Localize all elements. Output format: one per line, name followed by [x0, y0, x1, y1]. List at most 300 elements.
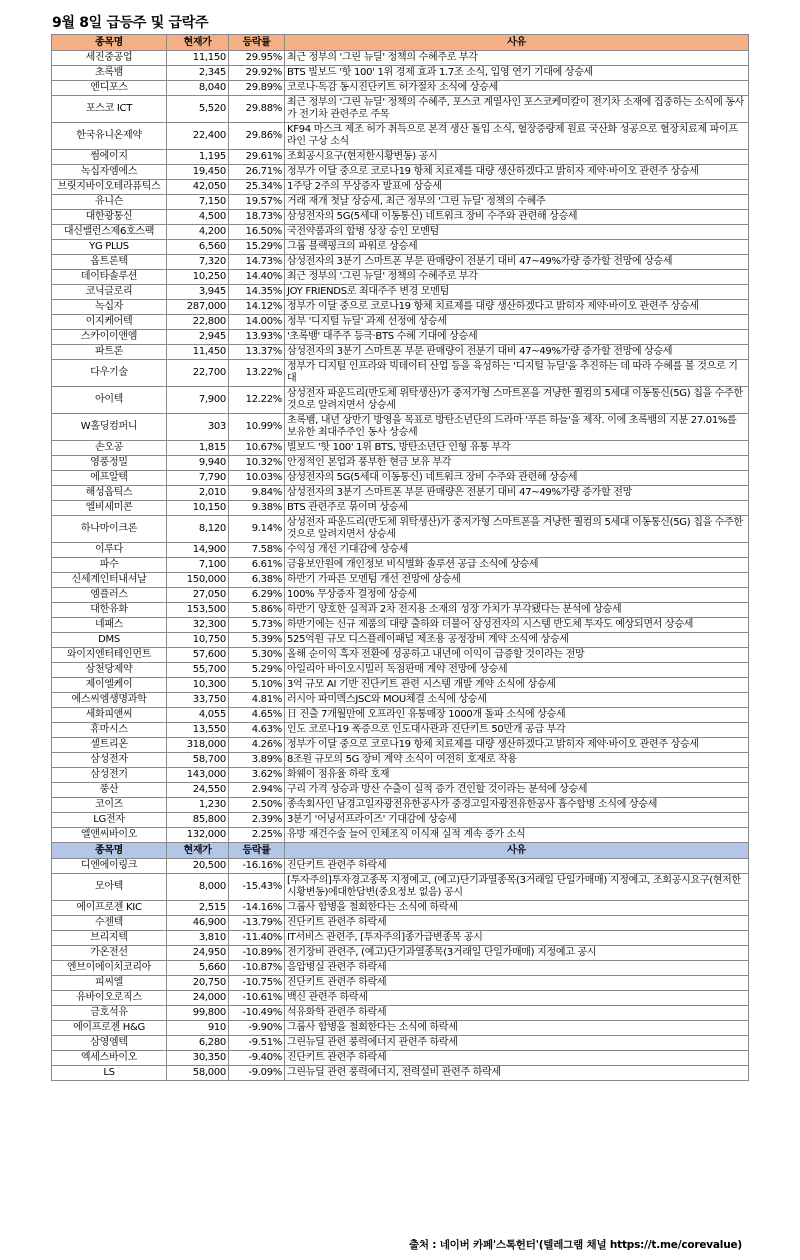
current-price-cell: 85,800 — [167, 813, 229, 828]
reason-cell: IT서비스 관련주, [투자주의]종가급변종목 공시 — [285, 931, 749, 946]
stock-name-cell: 디엔에이링크 — [52, 859, 167, 874]
current-price-cell: 287,000 — [167, 300, 229, 315]
reason-cell: 정부가 이달 중으로 코로나19 항체 치료제를 대량 생산하겠다고 밝히자 제약·바이오 관련주 상승세 — [285, 738, 749, 753]
reason-cell: 진단키트 관련주 하락세 — [285, 1051, 749, 1066]
table-row — [52, 783, 749, 798]
reason-cell: 정부가 이달 중으로 코로나19 항체 치료제를 대량 생산하겠다고 밝히자 제약·바이오 관련주 상승세 — [285, 165, 749, 180]
reason-cell: 진단키트 관련주 하락세 — [285, 859, 749, 874]
stock-name-cell: 코닉글로리 — [52, 285, 167, 300]
current-price-cell: 22,400 — [167, 123, 229, 150]
table-row — [52, 603, 749, 618]
change-rate-cell: 6.29% — [229, 588, 285, 603]
reason-cell: 정부가 디지털 인프라와 빅데이터 산업 등을 육성하는 '디지털 뉴딜'을 추진하는 데 따라 수혜를 볼 것으로 기대 — [285, 360, 749, 387]
current-price-cell: 9,940 — [167, 456, 229, 471]
reason-cell: 러시아 파미멕스JSC와 MOU체결 소식에 상승세 — [285, 693, 749, 708]
reason-cell: 화웨이 점유율 하락 호재 — [285, 768, 749, 783]
stock-name-cell: 손오공 — [52, 441, 167, 456]
current-price-cell: 7,900 — [167, 387, 229, 414]
stock-name-cell: 엠플러스 — [52, 588, 167, 603]
table-row — [52, 961, 749, 976]
reason-cell: 그룹 블랙핑크의 파워로 상승세 — [285, 240, 749, 255]
change-rate-cell: 6.38% — [229, 573, 285, 588]
change-rate-cell: -13.79% — [229, 916, 285, 931]
reason-cell: BTS 관련주로 묶이며 상승세 — [285, 501, 749, 516]
stock-name-cell: 엑세스바이오 — [52, 1051, 167, 1066]
stock-name-cell: 하나마이크론 — [52, 516, 167, 543]
stock-name-cell: 세진중공업 — [52, 51, 167, 66]
reason-cell: 삼성전자 파운드리(반도체 위탁생산)가 중저가형 스마트폰을 겨냥한 퀄컴의 5세대 이동통신(5G) 칩을 수주한 것으로 알려지면서 상승세 — [285, 516, 749, 543]
table-row — [52, 180, 749, 195]
reason-cell: 삼성전자의 3분기 스마트폰 부문 판매량이 전분기 대비 47~49%가량 증가할 전망에 상승세 — [285, 345, 749, 360]
stock-name-cell: 한국유니온제약 — [52, 123, 167, 150]
current-price-cell: 14,900 — [167, 543, 229, 558]
change-rate-cell: 2.50% — [229, 798, 285, 813]
stock-name-cell: 삼천당제약 — [52, 663, 167, 678]
current-price-cell: 46,900 — [167, 916, 229, 931]
table-row — [52, 210, 749, 225]
stock-name-cell: 옵트론텍 — [52, 255, 167, 270]
change-rate-cell: 29.61% — [229, 150, 285, 165]
stock-name-cell: 수젠텍 — [52, 916, 167, 931]
table-row — [52, 618, 749, 633]
current-price-cell: 4,055 — [167, 708, 229, 723]
reason-cell: 525억원 규모 디스플레이패널 제조용 공정장비 계약 소식에 상승세 — [285, 633, 749, 648]
change-rate-cell: -9.51% — [229, 1036, 285, 1051]
stock-name-cell: DMS — [52, 633, 167, 648]
change-rate-cell: 10.32% — [229, 456, 285, 471]
current-price-cell: 33,750 — [167, 693, 229, 708]
reason-cell: BTS 빌보드 '핫 100' 1위 경제 효과 1.7조 소식, 입영 연기 기대에 상승세 — [285, 66, 749, 81]
reason-cell: 빌보드 '핫 100' 1위 BTS, 방탄소년단 인형 유통 부각 — [285, 441, 749, 456]
current-price-cell: 57,600 — [167, 648, 229, 663]
table-row — [52, 828, 749, 843]
table-row — [52, 66, 749, 81]
table-row — [52, 543, 749, 558]
table-row — [52, 901, 749, 916]
change-rate-cell: 29.92% — [229, 66, 285, 81]
reason-cell: '초록뱀' 대주주 등극·BTS 수혜 기대에 상승세 — [285, 330, 749, 345]
current-price-cell: 11,150 — [167, 51, 229, 66]
current-price-cell: 58,000 — [167, 1066, 229, 1081]
current-price-cell: 22,700 — [167, 360, 229, 387]
reason-cell: 구리 가격 상승과 방산 수출이 실적 증가 견인할 것이라는 분석에 상승세 — [285, 783, 749, 798]
stock-name-cell: 제이엘케이 — [52, 678, 167, 693]
change-rate-cell: 14.40% — [229, 270, 285, 285]
table-row — [52, 946, 749, 961]
table-row — [52, 931, 749, 946]
stock-name-cell: 신세계인터내셔날 — [52, 573, 167, 588]
reason-cell: 진단키트 관련주 하락세 — [285, 916, 749, 931]
stock-name-cell: 피씨엘 — [52, 976, 167, 991]
table-row — [52, 225, 749, 240]
stock-name-cell: 파수 — [52, 558, 167, 573]
current-price-cell: 10,300 — [167, 678, 229, 693]
reason-cell: 최근 정부의 '그린 뉴딜' 정책의 수혜주, 포스코 계열사인 포스코케미칼이 전기차 소재에 집중하는 소식에 동사가 전기차 관련주로 주목 — [285, 96, 749, 123]
change-rate-cell: 3.89% — [229, 753, 285, 768]
table-row — [52, 633, 749, 648]
stock-name-cell: 엔디포스 — [52, 81, 167, 96]
table-row — [52, 738, 749, 753]
reason-cell: 그룹사 합병을 철회한다는 소식에 하락세 — [285, 901, 749, 916]
reason-cell: 유방 재건수술 늘어 인체조직 이식재 실적 계속 증가 소식 — [285, 828, 749, 843]
stock-name-cell: 삼성전자 — [52, 753, 167, 768]
current-price-cell: 11,450 — [167, 345, 229, 360]
current-price-cell: 42,050 — [167, 180, 229, 195]
stock-name-cell: LS — [52, 1066, 167, 1081]
table-row — [52, 588, 749, 603]
table-row — [52, 51, 749, 66]
table-row — [52, 991, 749, 1006]
change-rate-cell: 9.14% — [229, 516, 285, 543]
change-rate-cell: 4.81% — [229, 693, 285, 708]
current-price-cell: 2,345 — [167, 66, 229, 81]
stock-name-cell: 브릿지바이오테라퓨틱스 — [52, 180, 167, 195]
change-rate-cell: -9.90% — [229, 1021, 285, 1036]
stock-name-cell: 에프알텍 — [52, 471, 167, 486]
table-row — [52, 360, 749, 387]
rising-stocks-section — [52, 35, 749, 843]
table-row — [52, 150, 749, 165]
stock-name-cell: 초록뱀 — [52, 66, 167, 81]
reason-cell: JOY FRIENDS로 최대주주 변경 모멘텀 — [285, 285, 749, 300]
table-row — [52, 441, 749, 456]
change-rate-cell: 2.39% — [229, 813, 285, 828]
table-row — [52, 285, 749, 300]
stock-name-cell: 삼영엠텍 — [52, 1036, 167, 1051]
current-price-cell: 150,000 — [167, 573, 229, 588]
table-row — [52, 1006, 749, 1021]
reason-cell: 아일리아 바이오시밀러 독점판매 계약 전망에 상승세 — [285, 663, 749, 678]
reason-cell: 하반기 가파른 모멘텀 개선 전망에 상승세 — [285, 573, 749, 588]
change-rate-cell: 29.88% — [229, 96, 285, 123]
change-rate-cell: 4.26% — [229, 738, 285, 753]
stock-name-cell: 다우기술 — [52, 360, 167, 387]
current-price-cell: 7,320 — [167, 255, 229, 270]
table-row — [52, 300, 749, 315]
table-row — [52, 240, 749, 255]
current-price-cell: 20,500 — [167, 859, 229, 874]
stock-name-cell: 풍산 — [52, 783, 167, 798]
stock-name-cell: 대한유화 — [52, 603, 167, 618]
table-row — [52, 753, 749, 768]
stock-name-cell: 유바이오로직스 — [52, 991, 167, 1006]
table-row — [52, 195, 749, 210]
stock-name-cell: 네패스 — [52, 618, 167, 633]
table-row — [52, 387, 749, 414]
stock-name-cell: 대한광통신 — [52, 210, 167, 225]
current-price-cell: 5,660 — [167, 961, 229, 976]
table-row — [52, 330, 749, 345]
change-rate-cell: 19.57% — [229, 195, 285, 210]
current-price-cell: 1,195 — [167, 150, 229, 165]
reason-cell: 삼성전자의 3분기 스마트폰 부문 판매량이 전분기 대비 47~49%가량 증가할 전망에 상승세 — [285, 255, 749, 270]
stock-name-cell: 모아텍 — [52, 874, 167, 901]
reason-cell: 그린뉴딜 관련 풍력에너지, 전력설비 관련주 하락세 — [285, 1066, 749, 1081]
current-price-cell: 19,450 — [167, 165, 229, 180]
current-price-cell: 303 — [167, 414, 229, 441]
change-rate-cell: 7.58% — [229, 543, 285, 558]
reason-cell: 조회공시요구(현저한시황변동) 공시 — [285, 150, 749, 165]
current-price-cell: 24,950 — [167, 946, 229, 961]
change-rate-cell: 4.65% — [229, 708, 285, 723]
reason-cell: 8조원 규모의 5G 장비 계약 소식이 여전히 호재로 작용 — [285, 753, 749, 768]
current-price-cell: 153,500 — [167, 603, 229, 618]
current-price-cell: 10,150 — [167, 501, 229, 516]
change-rate-cell: -10.87% — [229, 961, 285, 976]
change-rate-cell: -10.75% — [229, 976, 285, 991]
stock-name-cell: 해성옵틱스 — [52, 486, 167, 501]
current-price-cell: 318,000 — [167, 738, 229, 753]
change-rate-cell: 18.73% — [229, 210, 285, 225]
stock-name-cell: 에이프로젠 KIC — [52, 901, 167, 916]
change-rate-cell: 2.94% — [229, 783, 285, 798]
change-rate-cell: -16.16% — [229, 859, 285, 874]
current-price-cell: 22,800 — [167, 315, 229, 330]
current-price-cell: 58,700 — [167, 753, 229, 768]
reason-cell: [투자주의]투자경고종목 지정예고, (예고)단기과열종목(3거래일 단일가매매) 지정예고, 조회공시요구(현저한시황변동)에대한답변(중요정보 없음) 공시 — [285, 874, 749, 901]
change-rate-cell: 2.25% — [229, 828, 285, 843]
current-price-cell: 8,120 — [167, 516, 229, 543]
table-row — [52, 501, 749, 516]
reason-cell: 백신 관련주 하락세 — [285, 991, 749, 1006]
stock-name-cell: 에스씨엠생명과학 — [52, 693, 167, 708]
table-row — [52, 270, 749, 285]
change-rate-cell: 9.38% — [229, 501, 285, 516]
table-row — [52, 976, 749, 991]
change-rate-cell: -9.40% — [229, 1051, 285, 1066]
stock-name-cell: 코이즈 — [52, 798, 167, 813]
current-price-cell: 1,230 — [167, 798, 229, 813]
change-rate-cell: 26.71% — [229, 165, 285, 180]
stock-name-cell: YG PLUS — [52, 240, 167, 255]
reason-cell: 정부 '디지털 뉴딜' 과제 선정에 상승세 — [285, 315, 749, 330]
current-price-cell: 55,700 — [167, 663, 229, 678]
reason-cell: 금융보안원에 개인정보 비식별화 솔루션 공급 소식에 상승세 — [285, 558, 749, 573]
current-price-cell: 3,945 — [167, 285, 229, 300]
change-rate-cell: 13.37% — [229, 345, 285, 360]
change-rate-cell: 16.50% — [229, 225, 285, 240]
change-rate-cell: -9.09% — [229, 1066, 285, 1081]
table-row — [52, 486, 749, 501]
header-name: 종목명 — [52, 35, 167, 51]
stock-name-cell: 금호석유 — [52, 1006, 167, 1021]
change-rate-cell: 29.95% — [229, 51, 285, 66]
table-row — [52, 1021, 749, 1036]
stock-name-cell: 유니슨 — [52, 195, 167, 210]
current-price-cell: 2,515 — [167, 901, 229, 916]
current-price-cell: 99,800 — [167, 1006, 229, 1021]
stock-name-cell: 엘앤씨바이오 — [52, 828, 167, 843]
change-rate-cell: 29.86% — [229, 123, 285, 150]
rising-header-row — [52, 35, 749, 51]
table-row — [52, 859, 749, 874]
current-price-cell: 910 — [167, 1021, 229, 1036]
change-rate-cell: 13.22% — [229, 360, 285, 387]
current-price-cell: 5,520 — [167, 96, 229, 123]
current-price-cell: 2,945 — [167, 330, 229, 345]
change-rate-cell: 9.84% — [229, 486, 285, 501]
change-rate-cell: 14.35% — [229, 285, 285, 300]
change-rate-cell: 5.73% — [229, 618, 285, 633]
reason-cell: 종속회사인 남경고일자광전유한공사가 중경고일자광전유한공사 흡수합병 소식에 상승세 — [285, 798, 749, 813]
stock-name-cell: W홀딩컴퍼니 — [52, 414, 167, 441]
change-rate-cell: 29.89% — [229, 81, 285, 96]
current-price-cell: 3,810 — [167, 931, 229, 946]
table-row — [52, 723, 749, 738]
stock-name-cell: 브리지텍 — [52, 931, 167, 946]
reason-cell: 인도 코로나19 폭증으로 인도대사관과 진단키트 50만개 공급 부각 — [285, 723, 749, 738]
current-price-cell: 30,350 — [167, 1051, 229, 1066]
reason-cell: 日 진출 7개월만에 오프라인 유통매장 1000개 돌파 소식에 상승세 — [285, 708, 749, 723]
reason-cell: 정부가 이달 중으로 코로나19 항체 치료제를 대량 생산하겠다고 밝히자 제약·바이오 관련주 상승세 — [285, 300, 749, 315]
reason-cell: 최근 정부의 '그린 뉴딜' 정책의 수혜주로 부각 — [285, 51, 749, 66]
change-rate-cell: 14.73% — [229, 255, 285, 270]
header-change: 등락률 — [229, 843, 285, 859]
source-note: 출처 : 네이버 카페'스톡헌터'(텔레그램 채널 https://t.me/corevalue) — [408, 1239, 742, 1251]
stock-name-cell: 엘비세미콘 — [52, 501, 167, 516]
stock-name-cell: 포스코 ICT — [52, 96, 167, 123]
table-row — [52, 1051, 749, 1066]
change-rate-cell: -11.40% — [229, 931, 285, 946]
stock-name-cell: 영풍정밀 — [52, 456, 167, 471]
stock-name-cell: 셀트리온 — [52, 738, 167, 753]
change-rate-cell: 5.10% — [229, 678, 285, 693]
table-row — [52, 516, 749, 543]
stock-name-cell: LG전자 — [52, 813, 167, 828]
table-row — [52, 414, 749, 441]
change-rate-cell: 6.61% — [229, 558, 285, 573]
table-row — [52, 813, 749, 828]
reason-cell: KF94 마스크 제조 허가 취득으로 본격 생산 돌입 소식, 혈장증량제 원료 국산화 성공으로 혈장치료제 파이프라인 구상 소식 — [285, 123, 749, 150]
current-price-cell: 7,150 — [167, 195, 229, 210]
stock-name-cell: 썸에이지 — [52, 150, 167, 165]
current-price-cell: 7,790 — [167, 471, 229, 486]
current-price-cell: 7,100 — [167, 558, 229, 573]
stock-name-cell: 아이텍 — [52, 387, 167, 414]
change-rate-cell: 5.29% — [229, 663, 285, 678]
change-rate-cell: 3.62% — [229, 768, 285, 783]
table-row — [52, 558, 749, 573]
reason-cell: 1주당 2주의 무상증자 발표에 상승세 — [285, 180, 749, 195]
stock-name-cell: 세화피앤씨 — [52, 708, 167, 723]
table-row — [52, 678, 749, 693]
stock-name-cell: 엔브이에이치코리아 — [52, 961, 167, 976]
current-price-cell: 24,550 — [167, 783, 229, 798]
change-rate-cell: 25.34% — [229, 180, 285, 195]
change-rate-cell: -14.16% — [229, 901, 285, 916]
stock-name-cell: 삼성전기 — [52, 768, 167, 783]
change-rate-cell: 10.99% — [229, 414, 285, 441]
table-row — [52, 573, 749, 588]
current-price-cell: 2,010 — [167, 486, 229, 501]
stock-name-cell: 스카이이앤엠 — [52, 330, 167, 345]
table-row — [52, 456, 749, 471]
current-price-cell: 4,200 — [167, 225, 229, 240]
stock-name-cell: 대신밸런스제6호스팩 — [52, 225, 167, 240]
reason-cell: 안정적인 본업과 풍부한 현금 보유 부각 — [285, 456, 749, 471]
stock-name-cell: 휴마시스 — [52, 723, 167, 738]
reason-cell: 100% 무상증자 결정에 상승세 — [285, 588, 749, 603]
current-price-cell: 143,000 — [167, 768, 229, 783]
current-price-cell: 10,750 — [167, 633, 229, 648]
change-rate-cell: -10.61% — [229, 991, 285, 1006]
reason-cell: 석유화학 관련주 하락세 — [285, 1006, 749, 1021]
reason-cell: 3억 규모 AI 기반 진단키트 관련 시스템 개발 계약 소식에 상승세 — [285, 678, 749, 693]
table-row — [52, 798, 749, 813]
change-rate-cell: 10.03% — [229, 471, 285, 486]
stock-name-cell: 에이프로젠 H&G — [52, 1021, 167, 1036]
header-price: 현재가 — [167, 843, 229, 859]
table-row — [52, 471, 749, 486]
change-rate-cell: 5.39% — [229, 633, 285, 648]
stock-name-cell: 이지케어텍 — [52, 315, 167, 330]
current-price-cell: 8,040 — [167, 81, 229, 96]
current-price-cell: 1,815 — [167, 441, 229, 456]
reason-cell: 삼성전자 파운드리(반도체 위탁생산)가 중저가형 스마트폰을 겨냥한 퀄컴의 5세대 이동통신(5G) 칩을 수주한 것으로 알려지면서 상승세 — [285, 387, 749, 414]
reason-cell: 그룹사 합병을 철회한다는 소식에 하락세 — [285, 1021, 749, 1036]
page-title: 9월 8일 급등주 및 급락주 — [52, 15, 209, 31]
reason-cell: 3분기 '어닝서프라이즈' 기대감에 상승세 — [285, 813, 749, 828]
change-rate-cell: -10.89% — [229, 946, 285, 961]
current-price-cell: 8,000 — [167, 874, 229, 901]
table-row — [52, 708, 749, 723]
reason-cell: 수익성 개선 기대감에 상승세 — [285, 543, 749, 558]
change-rate-cell: 14.00% — [229, 315, 285, 330]
current-price-cell: 20,750 — [167, 976, 229, 991]
reason-cell: 하반기에는 신규 제품의 대량 출하와 더불어 삼성전자의 시스템 반도체 투자도 예상되면서 상승세 — [285, 618, 749, 633]
stock-name-cell: 데이타솔루션 — [52, 270, 167, 285]
current-price-cell: 6,280 — [167, 1036, 229, 1051]
reason-cell: 삼성전자의 3분기 스마트폰 부문 판매량은 전분기 대비 47~49%가량 증가할 전망 — [285, 486, 749, 501]
change-rate-cell: 10.67% — [229, 441, 285, 456]
table-row — [52, 693, 749, 708]
table-row — [52, 1036, 749, 1051]
change-rate-cell: 12.22% — [229, 387, 285, 414]
current-price-cell: 24,000 — [167, 991, 229, 1006]
current-price-cell: 27,050 — [167, 588, 229, 603]
current-price-cell: 10,250 — [167, 270, 229, 285]
reason-cell: 삼성전자의 5G(5세대 이동통신) 네트워크 장비 수주와 관련해 상승세 — [285, 471, 749, 486]
reason-cell: 진단키트 관련주 하락세 — [285, 976, 749, 991]
change-rate-cell: 13.93% — [229, 330, 285, 345]
falling-stocks-section — [52, 843, 749, 1081]
stock-table — [51, 34, 749, 1081]
reason-cell: 국전약품과의 합병 상장 승인 모멘텀 — [285, 225, 749, 240]
reason-cell: 음압병실 관련주 하락세 — [285, 961, 749, 976]
header-reason: 사유 — [285, 843, 749, 859]
table-row — [52, 768, 749, 783]
change-rate-cell: 4.63% — [229, 723, 285, 738]
current-price-cell: 32,300 — [167, 618, 229, 633]
falling-header-row — [52, 843, 749, 859]
header-reason: 사유 — [285, 35, 749, 51]
reason-cell: 올해 순이익 흑자 전환에 성공하고 내년에 이익이 급증할 것이라는 전망 — [285, 648, 749, 663]
table-row — [52, 1066, 749, 1081]
header-change: 등락률 — [229, 35, 285, 51]
table-row — [52, 874, 749, 901]
change-rate-cell: -10.49% — [229, 1006, 285, 1021]
table-row — [52, 81, 749, 96]
table-row — [52, 165, 749, 180]
current-price-cell: 4,500 — [167, 210, 229, 225]
stock-name-cell: 녹십자 — [52, 300, 167, 315]
current-price-cell: 132,000 — [167, 828, 229, 843]
header-price: 현재가 — [167, 35, 229, 51]
stock-name-cell: 이루다 — [52, 543, 167, 558]
stock-name-cell: 파트론 — [52, 345, 167, 360]
table-row — [52, 345, 749, 360]
header-name: 종목명 — [52, 843, 167, 859]
